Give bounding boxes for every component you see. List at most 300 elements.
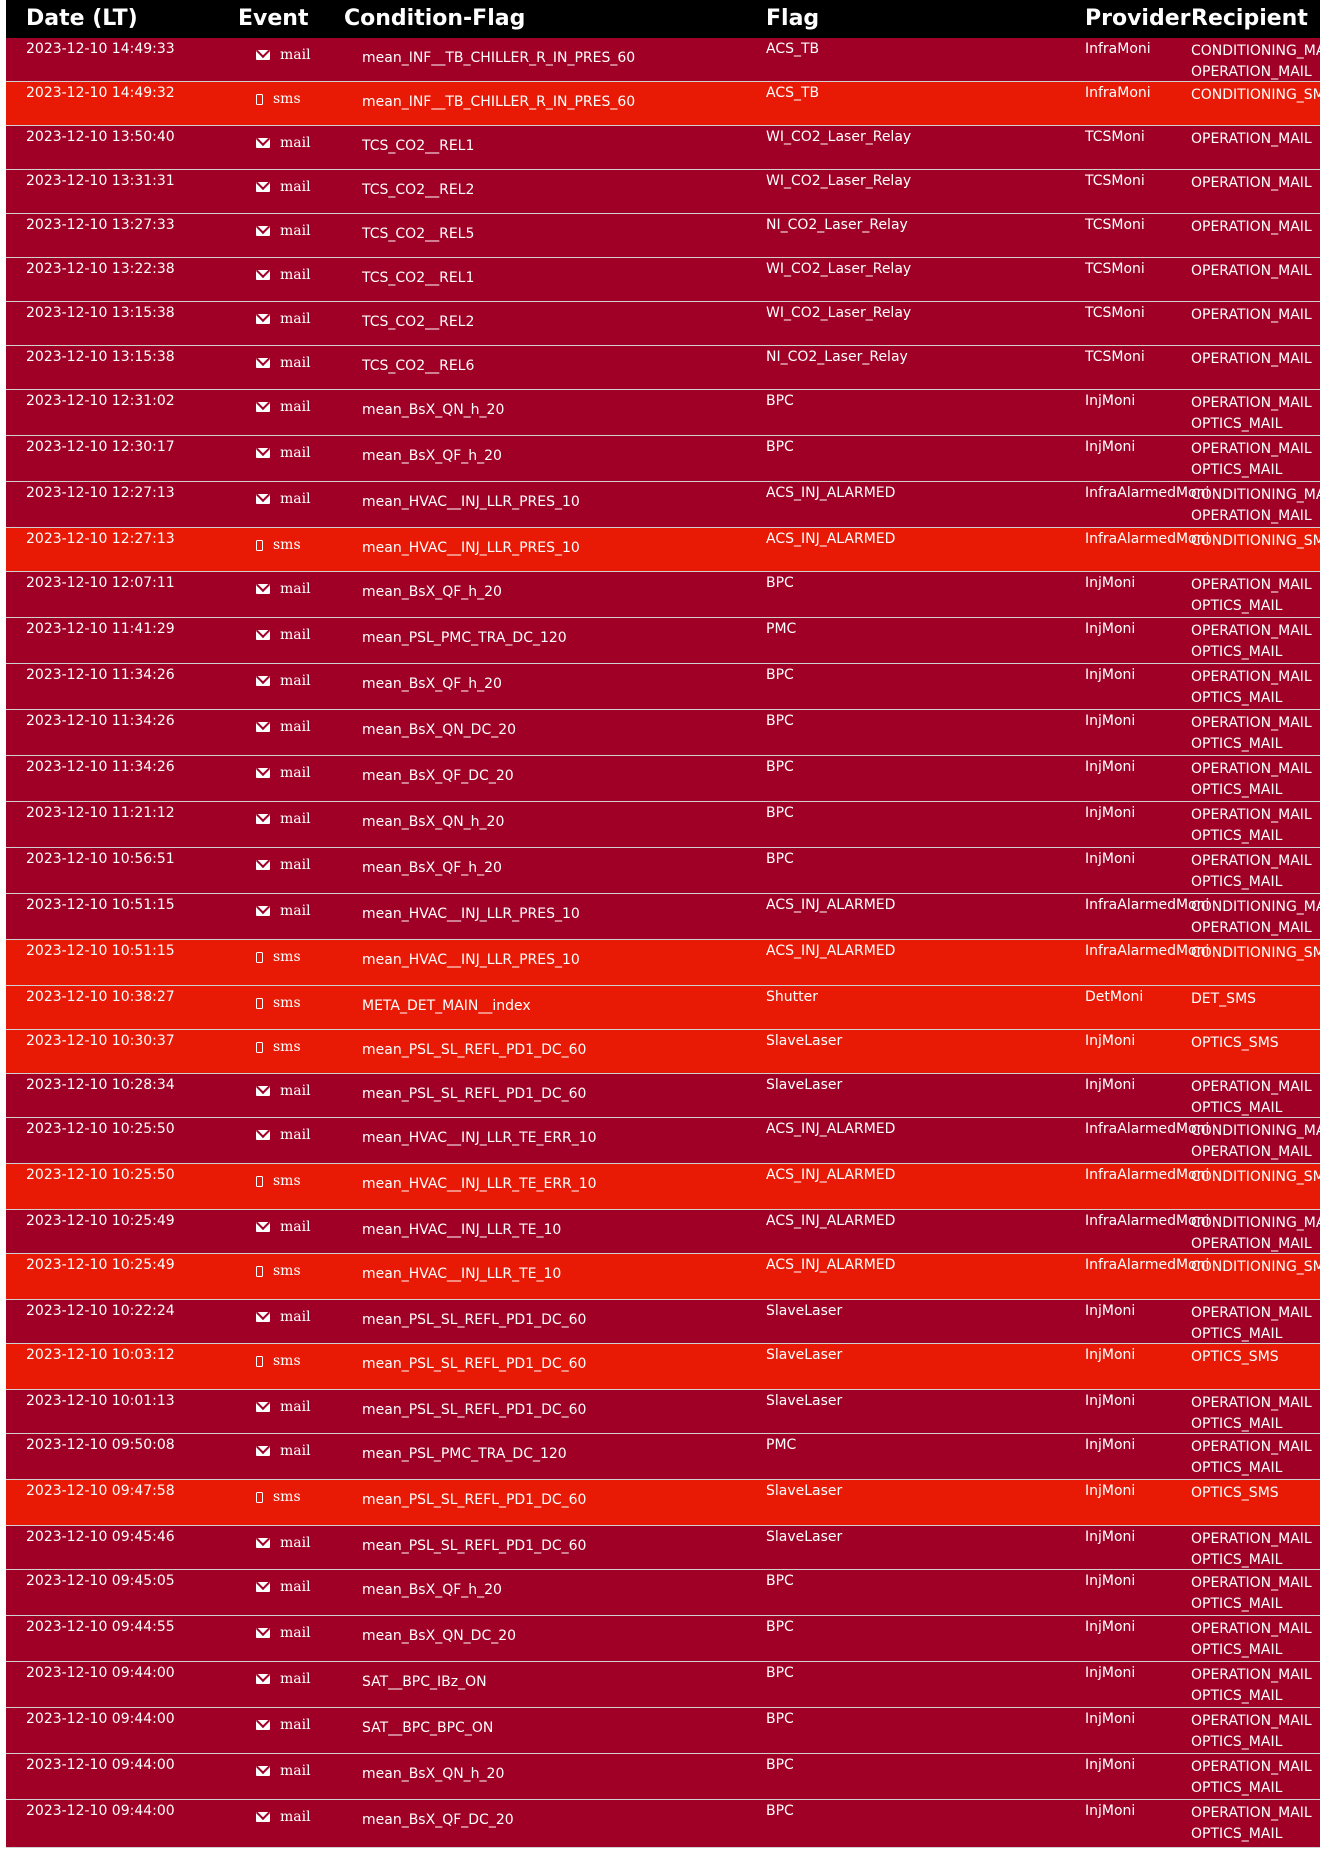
envelope-icon [256,314,270,324]
condition-flag-cell: mean_PSL_SL_REFL_PD1_DC_60 [362,1402,587,1418]
event-label: mail [280,1809,311,1825]
flag-cell: BPC [766,667,794,683]
recipient-cell [1191,759,1312,801]
condition-flag-cell: META_DET_MAIN__index [362,998,531,1014]
recipient-line: OPERATION_MAIL [1191,623,1312,639]
event-cell [256,135,311,151]
event-cell [256,355,311,371]
recipient-cell [1191,439,1312,481]
condition-flag-cell: TCS_CO2__REL5 [362,226,475,242]
date-cell: 2023-12-10 10:30:37 [26,1033,175,1049]
recipient-line: OPERATION_MAIL [1191,1667,1312,1683]
recipient-line: OPERATION_MAIL [1191,1144,1312,1160]
event-cell [256,811,311,827]
provider-cell: InfraMoni [1085,41,1151,57]
provider-cell: InjMoni [1085,851,1136,867]
date-cell: 2023-12-10 10:25:49 [26,1213,175,1229]
recipient-cell [1191,713,1312,755]
recipient-cell [1191,173,1312,194]
event-cell [256,1399,311,1415]
event-cell [256,445,311,461]
recipient-line: OPTICS_MAIL [1191,782,1283,798]
flag-cell: PMC [766,621,797,637]
date-cell: 2023-12-10 14:49:33 [26,41,175,57]
provider-cell: InfraAlarmedMoni [1085,943,1210,959]
date-cell: 2023-12-10 09:44:00 [26,1757,175,1773]
recipient-cell [1191,1167,1334,1188]
provider-cell: InfraMoni [1085,85,1151,101]
flag-cell: BPC [766,575,794,591]
flag-cell: WI_CO2_Laser_Relay [766,305,912,321]
provider-cell: TCSMoni [1085,349,1145,365]
event-cell [256,995,301,1011]
recipient-cell [1191,531,1334,552]
provider-cell: DetMoni [1085,989,1144,1005]
event-cell [256,949,301,965]
recipient-cell [1191,1121,1337,1163]
event-cell [256,1353,301,1369]
recipient-line: OPTICS_MAIL [1191,598,1283,614]
condition-flag-cell: mean_BsX_QF_h_20 [362,860,502,876]
event-label: mail [280,1219,311,1235]
event-label: mail [280,1763,311,1779]
event-label: mail [280,719,311,735]
date-cell: 2023-12-10 09:44:00 [26,1803,175,1819]
event-label: sms [273,995,301,1011]
date-cell: 2023-12-10 10:25:50 [26,1121,175,1137]
date-cell: 2023-12-10 09:44:55 [26,1619,175,1635]
provider-cell: InjMoni [1085,1303,1136,1319]
condition-flag-cell: mean_HVAC__INJ_LLR_PRES_10 [362,494,580,510]
date-cell: 2023-12-10 11:34:26 [26,759,175,775]
condition-flag-cell: mean_BsX_QN_DC_20 [362,1628,517,1644]
recipient-cell [1191,485,1337,527]
flag-cell: WI_CO2_Laser_Relay [766,261,912,277]
recipient-line: OPTICS_MAIL [1191,1642,1283,1658]
table-header [6,0,1320,38]
date-cell: 2023-12-10 13:31:31 [26,173,175,189]
table-row[interactable] [6,38,1337,82]
date-cell: 2023-12-10 11:21:12 [26,805,175,821]
provider-cell: TCSMoni [1085,261,1145,277]
flag-cell: SlaveLaser [766,1483,843,1499]
table-row[interactable] [6,214,1320,258]
table-row[interactable] [6,940,1334,986]
event-label: mail [280,1535,311,1551]
flag-cell: ACS_INJ_ALARMED [766,943,896,959]
recipient-line: CONDITIONING_MAIL [1191,43,1337,59]
event-label: mail [280,491,311,507]
recipient-cell [1191,1257,1334,1278]
envelope-icon [256,1628,270,1638]
recipient-line: CONDITIONING_SMS [1191,87,1334,103]
event-cell [256,1127,311,1143]
flag-cell: BPC [766,439,794,455]
event-cell [256,223,311,239]
date-cell: 2023-12-10 10:03:12 [26,1347,175,1363]
recipient-line: OPTICS_MAIL [1191,416,1283,432]
recipient-line: OPTICS_MAIL [1191,1826,1283,1842]
event-label: sms [273,537,301,553]
event-cell [256,1489,301,1505]
condition-flag-cell: mean_HVAC__INJ_LLR_TE_10 [362,1266,562,1282]
date-cell: 2023-12-10 09:44:00 [26,1711,175,1727]
flag-cell: BPC [766,393,794,409]
table-row[interactable] [6,126,1320,170]
date-cell: 2023-12-10 12:31:02 [26,393,175,409]
recipient-cell [1191,805,1312,847]
recipient-line: OPERATION_MAIL [1191,508,1312,524]
condition-flag-cell: TCS_CO2__REL6 [362,358,475,374]
recipient-line: OPERATION_MAIL [1191,715,1312,731]
recipient-line: OPERATION_MAIL [1191,131,1312,147]
event-label: mail [280,179,311,195]
recipient-line: OPTICS_MAIL [1191,1596,1283,1612]
table-row[interactable] [6,1662,1320,1708]
condition-flag-cell: mean_HVAC__INJ_LLR_TE_ERR_10 [362,1176,597,1192]
date-cell: 2023-12-10 09:50:08 [26,1437,175,1453]
table-row[interactable] [6,1800,1320,1848]
flag-cell: PMC [766,1437,797,1453]
recipient-cell [1191,575,1312,617]
event-label: mail [280,1671,311,1687]
condition-flag-cell: mean_BsX_QF_DC_20 [362,1812,514,1828]
table-row[interactable] [6,1300,1320,1344]
recipient-line: OPERATION_MAIL [1191,307,1312,323]
recipient-line: OPERATION_MAIL [1191,1713,1312,1729]
event-cell [256,765,311,781]
recipient-cell [1191,217,1312,238]
recipient-line: OPERATION_MAIL [1191,1575,1312,1591]
header-recipient[interactable]: Recipient [1191,6,1308,31]
event-cell [256,1263,301,1279]
event-cell [256,491,311,507]
condition-flag-cell: mean_HVAC__INJ_LLR_PRES_10 [362,906,580,922]
date-cell: 2023-12-10 10:25:50 [26,1167,175,1183]
event-cell [256,1625,311,1641]
provider-cell: TCSMoni [1085,173,1145,189]
recipient-cell [1191,1077,1312,1119]
envelope-icon [256,1812,270,1822]
table-row[interactable] [6,258,1320,302]
event-cell [256,673,311,689]
event-label: sms [273,1353,301,1369]
event-label: mail [280,1127,311,1143]
event-cell [256,1763,311,1779]
recipient-cell [1191,85,1334,106]
date-cell: 2023-12-10 09:44:00 [26,1665,175,1681]
condition-flag-cell: mean_HVAC__INJ_LLR_TE_10 [362,1222,562,1238]
recipient-cell [1191,349,1312,370]
table-row[interactable] [6,1344,1320,1390]
table-row[interactable] [6,1030,1320,1074]
recipient-line: OPTICS_SMS [1191,1035,1279,1051]
table-row[interactable] [6,436,1320,482]
provider-cell: InfraAlarmedMoni [1085,1257,1210,1273]
flag-cell: SlaveLaser [766,1033,843,1049]
provider-cell: InjMoni [1085,1437,1136,1453]
condition-flag-cell: mean_PSL_PMC_TRA_DC_120 [362,1446,567,1462]
recipient-cell [1191,305,1312,326]
envelope-icon [256,1538,270,1548]
table-row[interactable] [6,986,1320,1030]
provider-cell: InjMoni [1085,1529,1136,1545]
envelope-icon [256,226,270,236]
event-label: mail [280,765,311,781]
flag-cell: SlaveLaser [766,1077,843,1093]
event-cell [256,267,311,283]
condition-flag-cell: mean_PSL_PMC_TRA_DC_120 [362,630,567,646]
date-cell: 2023-12-10 10:28:34 [26,1077,175,1093]
flag-cell: BPC [766,1665,794,1681]
recipient-cell [1191,261,1312,282]
recipient-line: OPERATION_MAIL [1191,263,1312,279]
event-label: mail [280,1083,311,1099]
condition-flag-cell: mean_BsX_QN_h_20 [362,402,505,418]
provider-cell: InjMoni [1085,1757,1136,1773]
table-row[interactable] [6,1570,1320,1616]
flag-cell: WI_CO2_Laser_Relay [766,173,912,189]
header-flag[interactable]: Flag [766,6,820,31]
envelope-icon [256,448,270,458]
provider-cell: InjMoni [1085,759,1136,775]
date-cell: 2023-12-10 10:56:51 [26,851,175,867]
phone-icon [256,1356,263,1367]
recipient-line: OPERATION_MAIL [1191,219,1312,235]
recipient-cell [1191,897,1337,939]
envelope-icon [256,270,270,280]
table-row[interactable] [6,346,1320,390]
recipient-line: OPTICS_MAIL [1191,1416,1283,1432]
recipient-line: OPTICS_MAIL [1191,462,1283,478]
table-row[interactable] [6,894,1337,940]
provider-cell: InjMoni [1085,1803,1136,1819]
header-event[interactable]: Event [238,6,309,31]
provider-cell: TCSMoni [1085,217,1145,233]
phone-icon [256,94,263,105]
event-label: mail [280,135,311,151]
table-row[interactable] [6,664,1320,710]
table-row[interactable] [6,710,1320,756]
provider-cell: InjMoni [1085,1347,1136,1363]
recipient-line: OPERATION_MAIL [1191,1236,1312,1252]
recipient-line: CONDITIONING_MAIL [1191,1123,1337,1139]
recipient-cell [1191,1033,1279,1054]
date-cell: 2023-12-10 12:30:17 [26,439,175,455]
recipient-cell [1191,1483,1279,1504]
flag-cell: BPC [766,1757,794,1773]
table-row[interactable] [6,1708,1320,1754]
flag-cell: BPC [766,713,794,729]
recipient-line: OPERATION_MAIL [1191,1439,1312,1455]
envelope-icon [256,358,270,368]
condition-flag-cell: SAT__BPC_IBz_ON [362,1674,487,1690]
recipient-line: OPERATION_MAIL [1191,669,1312,685]
flag-cell: BPC [766,1711,794,1727]
date-cell: 2023-12-10 09:45:05 [26,1573,175,1589]
event-label: mail [280,811,311,827]
envelope-icon [256,50,270,60]
flag-cell: ACS_INJ_ALARMED [766,1257,896,1273]
provider-cell: InjMoni [1085,575,1136,591]
recipient-line: OPTICS_MAIL [1191,1734,1283,1750]
table-row[interactable] [6,528,1334,572]
event-cell [256,1173,301,1189]
header-date[interactable]: Date (LT) [26,6,138,31]
date-cell: 2023-12-10 10:38:27 [26,989,175,1005]
flag-cell: BPC [766,805,794,821]
date-cell: 2023-12-10 11:34:26 [26,713,175,729]
header-provider[interactable]: Provider [1085,6,1191,31]
condition-flag-cell: mean_BsX_QF_DC_20 [362,768,514,784]
phone-icon [256,1492,263,1503]
table-row[interactable] [6,302,1320,346]
provider-cell: InjMoni [1085,1393,1136,1409]
provider-cell: TCSMoni [1085,305,1145,321]
event-label: mail [280,581,311,597]
recipient-cell [1191,943,1334,964]
recipient-line: OPERATION_MAIL [1191,1621,1312,1637]
condition-flag-cell: SAT__BPC_BPC_ON [362,1720,494,1736]
date-cell: 2023-12-10 10:51:15 [26,897,175,913]
recipient-line: OPTICS_SMS [1191,1485,1279,1501]
table-row[interactable] [6,1210,1337,1254]
provider-cell: InfraAlarmedMoni [1085,531,1210,547]
provider-cell: InjMoni [1085,439,1136,455]
event-cell [256,47,311,63]
date-cell: 2023-12-10 13:27:33 [26,217,175,233]
date-cell: 2023-12-10 12:07:11 [26,575,175,591]
recipient-line: OPTICS_MAIL [1191,828,1283,844]
envelope-icon [256,1222,270,1232]
envelope-icon [256,584,270,594]
provider-cell: InjMoni [1085,667,1136,683]
flag-cell: ACS_INJ_ALARMED [766,1213,896,1229]
event-label: sms [273,949,301,965]
table-row[interactable] [6,1526,1320,1570]
condition-flag-cell: mean_BsX_QF_h_20 [362,676,502,692]
envelope-icon [256,182,270,192]
recipient-cell [1191,1619,1312,1661]
event-label: mail [280,267,311,283]
table-row[interactable] [6,1074,1320,1118]
event-label: sms [273,91,301,107]
table-row[interactable] [6,1118,1337,1164]
table-row[interactable] [6,756,1320,802]
envelope-icon [256,860,270,870]
table-row[interactable] [6,848,1320,894]
recipient-line: OPERATION_MAIL [1191,577,1312,593]
provider-cell: InjMoni [1085,1483,1136,1499]
envelope-icon [256,1312,270,1322]
event-label: mail [280,903,311,919]
table-row[interactable] [6,1616,1320,1662]
table-row[interactable] [6,1390,1320,1434]
flag-cell: BPC [766,1803,794,1819]
event-label: mail [280,1625,311,1641]
event-cell [256,857,311,873]
table-row[interactable] [6,390,1320,436]
recipient-line: OPTICS_MAIL [1191,1100,1283,1116]
provider-cell: InjMoni [1085,805,1136,821]
date-cell: 2023-12-10 11:34:26 [26,667,175,683]
table-row[interactable] [6,1254,1334,1300]
flag-cell: BPC [766,1619,794,1635]
envelope-icon [256,630,270,640]
envelope-icon [256,814,270,824]
table-row[interactable] [6,1480,1320,1526]
condition-flag-cell: mean_PSL_SL_REFL_PD1_DC_60 [362,1086,587,1102]
event-cell [256,1717,311,1733]
recipient-cell [1191,989,1256,1010]
recipient-line: OPTICS_MAIL [1191,1460,1283,1476]
recipient-cell [1191,1529,1312,1571]
table-row[interactable] [6,572,1320,618]
phone-icon [256,1042,263,1053]
date-cell: 2023-12-10 10:01:13 [26,1393,175,1409]
event-cell [256,1671,311,1687]
recipient-line: OPERATION_MAIL [1191,761,1312,777]
envelope-icon [256,402,270,412]
event-label: sms [273,1263,301,1279]
flag-cell: ACS_INJ_ALARMED [766,485,896,501]
condition-flag-cell: mean_HVAC__INJ_LLR_TE_ERR_10 [362,1130,597,1146]
recipient-line: CONDITIONING_SMS [1191,1259,1334,1275]
recipient-line: CONDITIONING_MAIL [1191,1215,1337,1231]
flag-cell: BPC [766,1573,794,1589]
envelope-icon [256,138,270,148]
event-label: mail [280,223,311,239]
date-cell: 2023-12-10 12:27:13 [26,531,175,547]
event-cell [256,311,311,327]
event-cell [256,581,311,597]
date-cell: 2023-12-10 14:49:32 [26,85,175,101]
table-row[interactable] [6,1164,1334,1210]
date-cell: 2023-12-10 13:15:38 [26,305,175,321]
provider-cell: InjMoni [1085,393,1136,409]
header-condition[interactable]: Condition-Flag [344,6,526,31]
recipient-cell [1191,1665,1312,1707]
table-row[interactable] [6,1434,1320,1480]
envelope-icon [256,1582,270,1592]
table-row[interactable] [6,1754,1320,1800]
event-cell [256,1309,311,1325]
condition-flag-cell: TCS_CO2__REL2 [362,182,475,198]
date-cell: 2023-12-10 11:41:29 [26,621,175,637]
event-cell [256,719,311,735]
flag-cell: SlaveLaser [766,1529,843,1545]
recipient-line: OPERATION_MAIL [1191,351,1312,367]
table-row[interactable] [6,170,1320,214]
event-label: mail [280,47,311,63]
table-row[interactable] [6,618,1320,664]
recipient-line: OPERATION_MAIL [1191,441,1312,457]
event-label: mail [280,627,311,643]
flag-cell: NI_CO2_Laser_Relay [766,349,908,365]
event-cell [256,1219,311,1235]
table-row[interactable] [6,482,1337,528]
table-row[interactable] [6,802,1320,848]
provider-cell: InjMoni [1085,1033,1136,1049]
table-row[interactable] [6,82,1334,126]
envelope-icon [256,1130,270,1140]
event-label: sms [273,1173,301,1189]
event-cell [256,179,311,195]
event-label: mail [280,1309,311,1325]
envelope-icon [256,768,270,778]
date-cell: 2023-12-10 09:45:46 [26,1529,175,1545]
recipient-line: OPERATION_MAIL [1191,807,1312,823]
